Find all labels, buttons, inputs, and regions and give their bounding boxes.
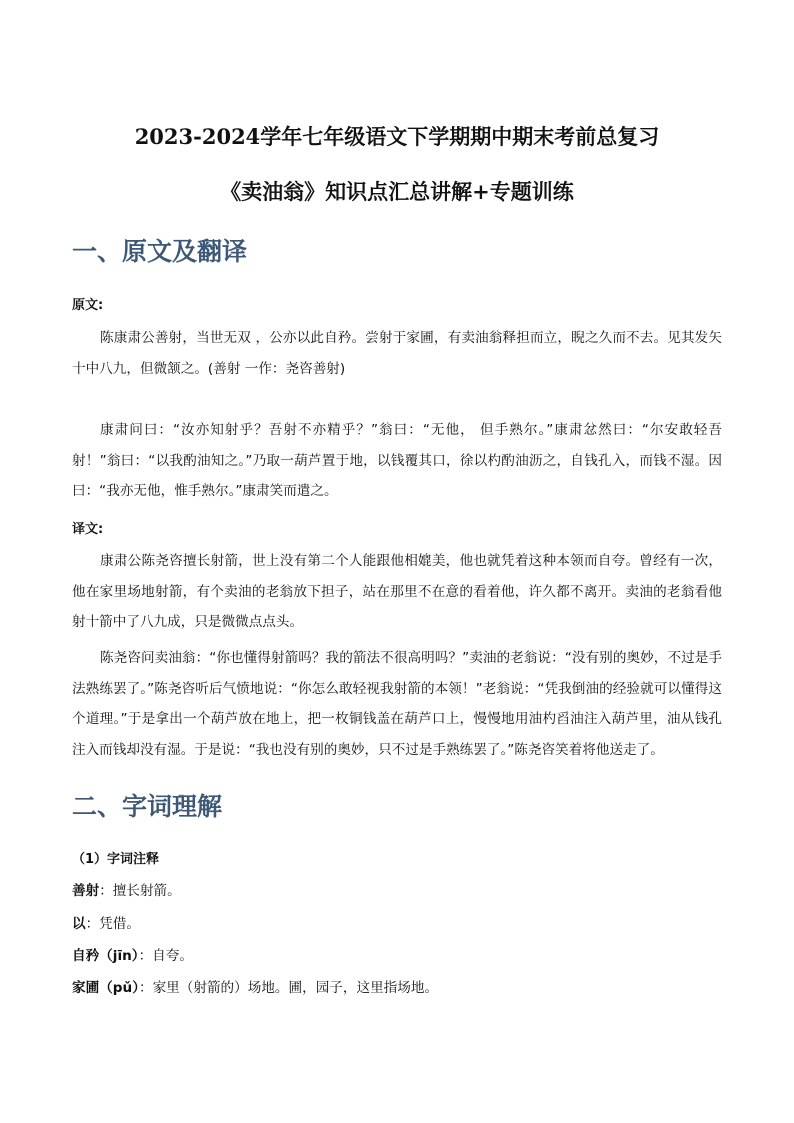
document-subtitle: 《卖油翁》知识点汇总讲解+专题训练 xyxy=(220,179,574,204)
definition-term: 善射 xyxy=(72,883,100,899)
definition-item xyxy=(72,914,140,934)
section-heading-vocabulary: 二、字词理解 xyxy=(72,792,223,821)
translation-paragraph-1: 康肃公陈尧咨擅长射箭，世上没有第二个人能跟他相媲美，他也就凭着这种本领而自夸。曾经有一次，他在家里场地射箭，有个卖油的老翁放下担子，站在那里不在意的看着他，许久都不离开。卖油的老翁看他射十箭中了八九成，只是微微点点头。 xyxy=(72,553,722,630)
document-title: 2023-2024学年七年级语文下学期期中期末考前总复习 xyxy=(134,124,660,149)
definition-term: 家圃（pǔ） xyxy=(72,980,139,996)
definition-item xyxy=(72,978,438,998)
translation-label: 译文: xyxy=(72,522,104,537)
definition-item xyxy=(72,881,181,901)
section-heading-original: 一、原文及翻译 xyxy=(72,237,248,266)
definition-item xyxy=(72,946,193,966)
definition-text: ：自夸。 xyxy=(138,948,193,964)
vocabulary-subheading: （1）字词注释 xyxy=(72,852,160,867)
translation-paragraph-2: 陈尧咨问卖油翁：“你也懂得射箭吗？我的箭法不很高明吗？”卖油的老翁说：“没有别的奥妙，不过是手法熟练罢了。”陈尧咨听后气愤地说：“你怎么敢轻视我射箭的本领！”老翁说：“凭我倒油的经验就可以懂得这个道理。”于是拿出一个葫芦放在地上，把一枚铜钱盖在葫芦口上，慢慢地用油杓舀油注入葫芦里，油从钱孔注入而钱却没有湿。于是说：“我也没有别的奥妙，只不过是手熟练罢了。”陈尧咨笑着将他送走了。 xyxy=(72,650,722,758)
definition-term: 以 xyxy=(72,916,86,932)
definition-text: ：擅长射箭。 xyxy=(99,883,181,899)
original-paragraph-2: 康肃问曰：“汝亦知射乎？吾射不亦精乎？”翁曰：“无他， 但手熟尔。”康肃忿然曰：“尔安敢轻吾射！”翁曰：“以我酌油知之。”乃取一葫芦置于地，以钱覆其口，徐以杓酌油沥之，自钱孔入，而钱不湿。因曰：“我亦无他，惟手熟尔。”康肃笑而遣之。 xyxy=(72,422,722,499)
original-text-label: 原文: xyxy=(72,298,104,313)
definition-term: 自矜（jīn） xyxy=(72,948,139,964)
definition-text: ：凭借。 xyxy=(85,916,140,932)
definition-text: ：家里（射箭的）场地。圃，园子，这里指场地。 xyxy=(138,980,439,996)
original-paragraph-1: 陈康肃公善射，当世无双 ，公亦以此自矜。尝射于家圃，有卖油翁释担而立，睨之久而不去。见其发矢十中八九，但微颔之。(善射 一作：尧咨善射) xyxy=(72,330,722,377)
